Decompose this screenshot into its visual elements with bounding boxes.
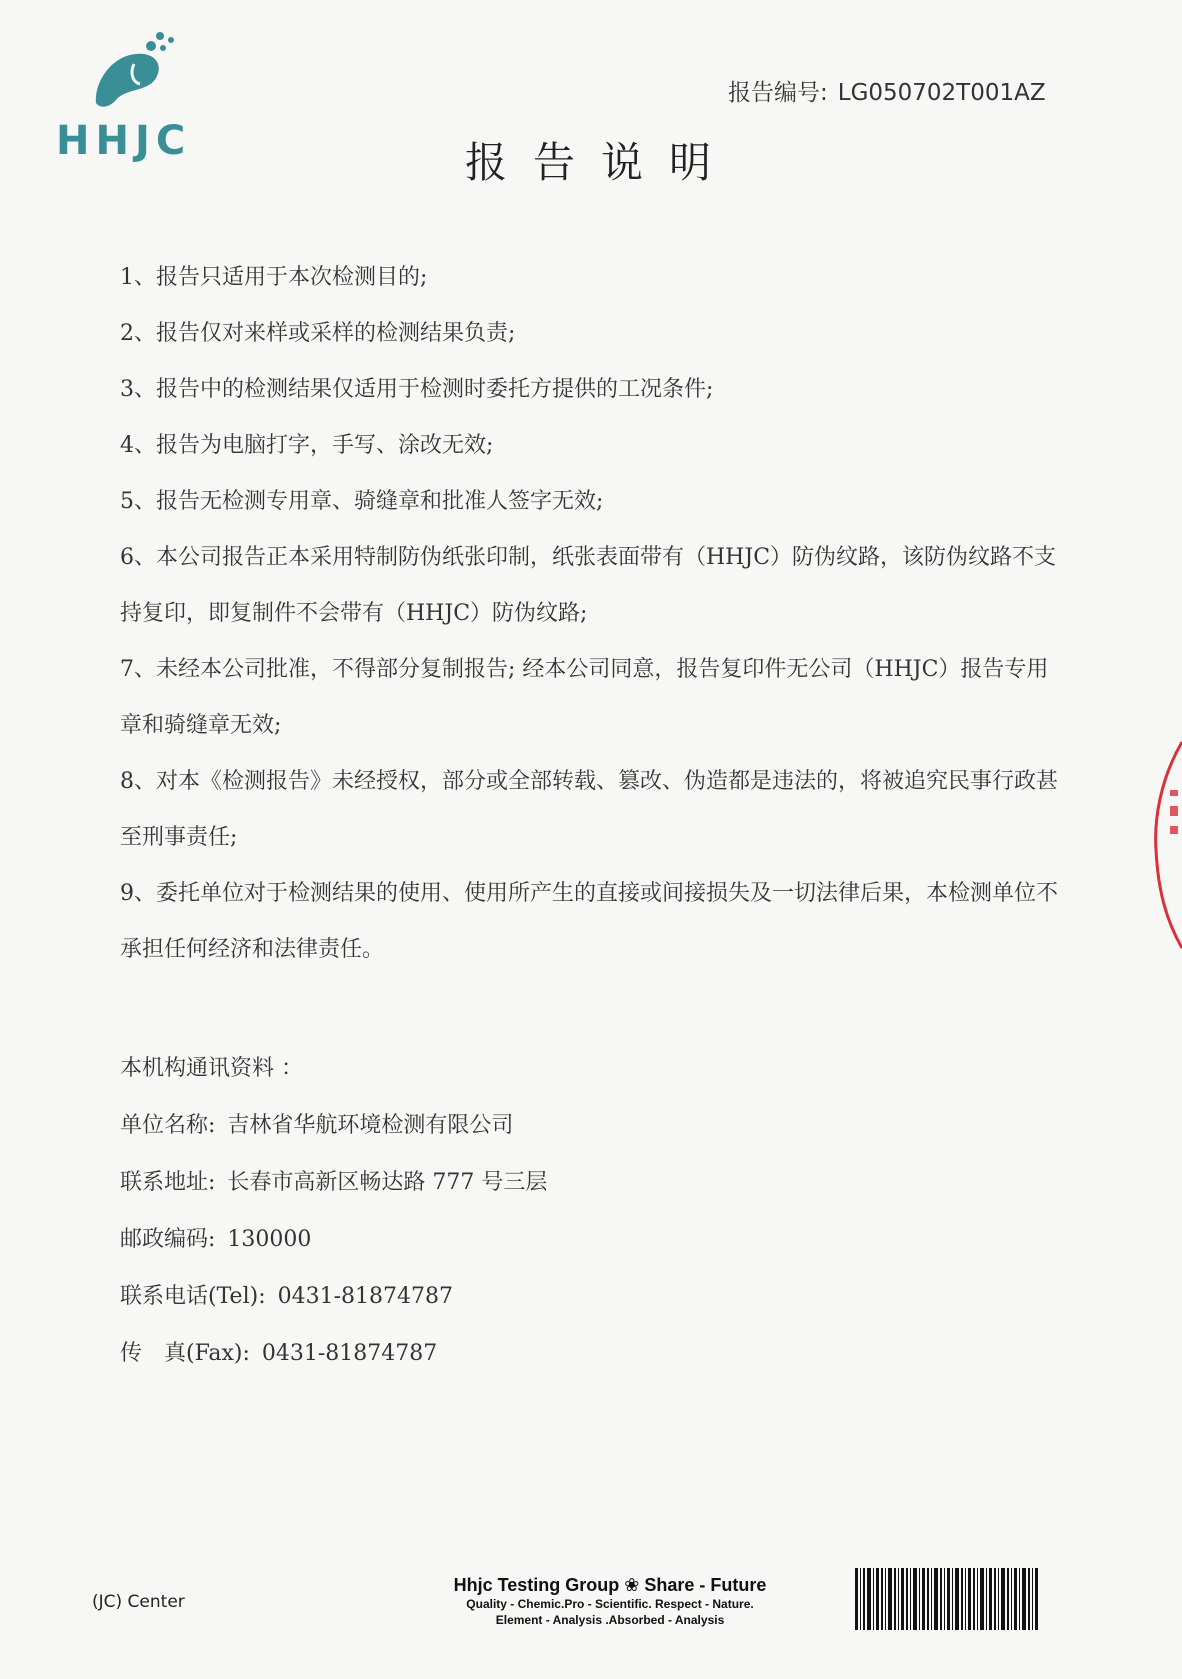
contact-address-row xyxy=(120,1154,1020,1211)
contact-tel-label: 联系电话(Tel): xyxy=(120,1284,266,1309)
contact-name-value: 吉林省华航环境检测有限公司 xyxy=(227,1113,514,1138)
contact-address-label: 联系地址: xyxy=(120,1170,216,1195)
red-seal-stamp-icon xyxy=(1140,740,1182,950)
contact-fax-label: 传 真(Fax): xyxy=(120,1341,250,1366)
contact-fax-value: 0431-81874787 xyxy=(261,1341,438,1366)
contact-heading: 本机构通讯资料 ： xyxy=(120,1056,303,1081)
report-number-value: LG050702T001AZ xyxy=(837,80,1046,106)
slogan-line-2: Quality - Chemic.Pro - Scientific. Respect - Nature. xyxy=(466,1597,754,1611)
report-number xyxy=(728,74,1046,107)
barcode-icon xyxy=(855,1568,1040,1630)
slogan-line-1: Hhjc Testing Group ❀ Share - Future xyxy=(453,1575,767,1595)
contact-postcode-value: 130000 xyxy=(227,1227,312,1252)
note-item: 1、报告只适用于本次检测目的; xyxy=(120,265,428,290)
note-item: 2、报告仅对来样或采样的检测结果负责; xyxy=(120,321,516,346)
report-number-label: 报告编号: xyxy=(728,80,828,106)
note-item: 8、对本《检测报告》未经授权，部分或全部转载、篡改、伪造都是违法的，将被追究民事行政甚至刑事责任; xyxy=(120,769,1059,850)
footer-slogan xyxy=(440,1575,780,1628)
footer-center-label: (JC) Center xyxy=(92,1592,185,1612)
contact-tel-row xyxy=(120,1268,1020,1325)
contact-address-value: 长春市高新区畅达路 777 号三层 xyxy=(227,1170,548,1195)
page-title: 报告说明 xyxy=(464,138,737,187)
logo-drop-icon xyxy=(56,28,206,118)
note-item: 7、未经本公司批准，不得部分复制报告; 经本公司同意，报告复印件无公司（HHJC）报告专用章和骑缝章无效; xyxy=(120,657,1049,738)
contact-tel-value: 0431-81874787 xyxy=(277,1284,454,1309)
contact-name-label: 单位名称: xyxy=(120,1113,216,1138)
note-item: 6、本公司报告正本采用特制防伪纸张印制，纸张表面带有（HHJC）防伪纹路，该防伪纹路不支持复印，即复制件不会带有（HHJC）防伪纹路; xyxy=(120,545,1057,626)
contact-name-row xyxy=(120,1097,1020,1154)
contact-postcode-label: 邮政编码: xyxy=(120,1227,216,1252)
note-item: 4、报告为电脑打字，手写、涂改无效; xyxy=(120,433,494,458)
note-item: 3、报告中的检测结果仅适用于检测时委托方提供的工况条件; xyxy=(120,377,714,402)
slogan-line-3: Element - Analysis .Absorbed - Analysis xyxy=(495,1613,725,1627)
contact-postcode-row xyxy=(120,1211,1020,1268)
logo-text: HHJC xyxy=(56,118,192,164)
note-item: 5、报告无检测专用章、骑缝章和批准人签字无效; xyxy=(120,489,604,514)
notes-list xyxy=(120,250,1060,978)
contact-fax-row xyxy=(120,1325,1020,1382)
note-item: 9、委托单位对于检测结果的使用、使用所产生的直接或间接损失及一切法律后果，本检测单位不承担任何经济和法律责任。 xyxy=(120,881,1059,962)
contact-info xyxy=(120,1040,1020,1382)
